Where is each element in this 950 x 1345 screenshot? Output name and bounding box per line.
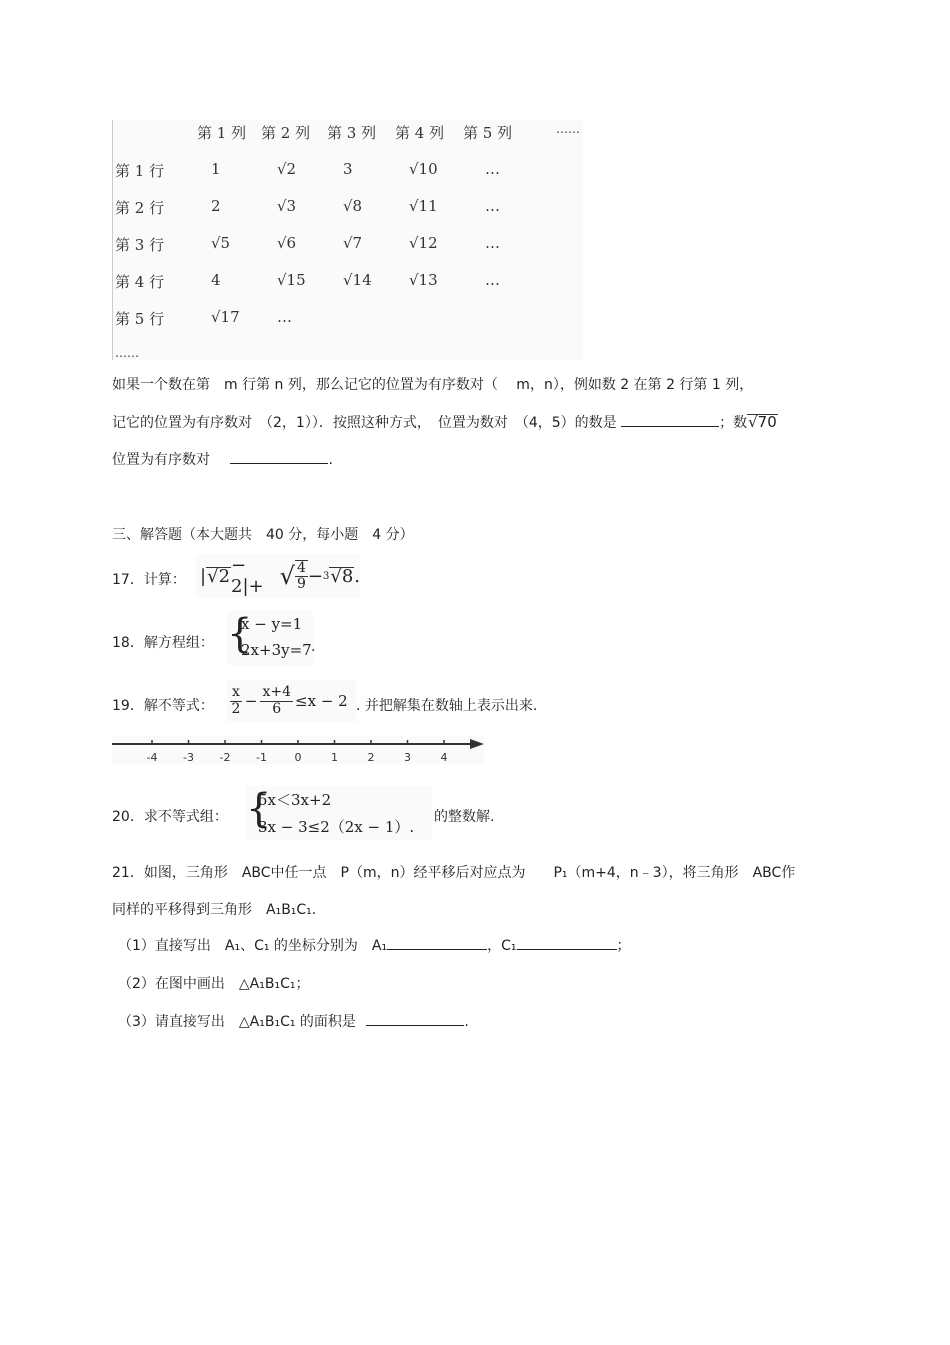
column-header: 第 3 列 [327,124,377,142]
tick-label: 1 [331,751,338,764]
arrow-icon [470,739,484,749]
q21-line1: 21．如图，三角形 ABC中任一点 P（m，n）经平移后对应点为 P₁（m+4，n﹣3），将三角形 ABC作 [112,865,796,881]
table-cell: … [485,197,500,215]
q19-label: 19．解不等式： [112,698,214,714]
table-cell: √10 [409,160,438,178]
para-line3 [112,449,333,469]
number-line-svg [112,736,484,764]
answer-blank-area[interactable] [366,1011,464,1026]
header-dots: …… [556,122,580,136]
q21-part3 [118,1011,469,1031]
table-cell: √3 [277,197,297,215]
q19-minus: − [244,692,258,710]
sqrt-70: √70 [748,413,777,431]
q19-frac2-num: x+4 [262,684,292,701]
table-cell: √12 [409,234,438,252]
q19-tail: . 并把解集在数轴上表示出来. [356,698,538,714]
row-dots: …… [115,346,139,360]
q19-frac2-den: 6 [272,700,282,717]
q17-cbrt: √8 [330,565,354,587]
column-header: 第 5 列 [463,124,513,142]
q18-brace: { [227,611,253,657]
q17-abs-open: | [200,565,207,587]
q17-sqrt2: √2 [207,565,231,587]
q20-tail: 的整数解. [434,809,495,825]
table-cell: … [485,234,500,252]
table-cell: √7 [343,234,363,252]
tick-label: -4 [146,751,158,764]
table-cell: 4 [211,271,221,289]
q17-end: . [354,565,360,587]
q17-cube-index: 3 [322,570,330,582]
q17-part: − 2|+ [231,555,264,597]
para-line2-text: 记它的位置为有序数对 （2，1））．按照这种方式， 位置为数对 （4，5）的数是 [112,415,617,431]
tick-label: 2 [367,751,375,764]
column-header: 第 2 列 [261,124,311,142]
table-cell: √13 [409,271,438,289]
table-cell: √17 [211,308,240,326]
sqrt-70-arg: 70 [757,413,777,431]
column-header: 第 1 列 [197,124,247,142]
q18-eq1: x − y=1 [241,615,303,633]
table-cell: √11 [409,197,438,215]
q19-frac1-num: x [232,684,240,701]
row-label: 第 5 行 [115,310,165,328]
table-cell: … [485,271,500,289]
table-cell: 2 [211,197,221,215]
tick-label: -2 [219,751,231,764]
para-line3-tail: . [328,452,333,468]
q17-cbrt-arg: 8 [341,565,354,587]
q21-part2: （2）在图中画出 △A₁B₁C₁； [118,976,310,992]
tick-label: 0 [294,751,302,764]
q19-inequality [227,680,356,722]
q20-eq1: 5x＜3x+2 [258,791,332,809]
q17-label: 17．计算： [112,572,186,588]
q20-brace: { [246,786,272,832]
q21-part3-text: （3）请直接写出 △A₁B₁C₁ 的面积是 [118,1014,356,1030]
table-cell: √5 [211,234,231,252]
table-cell: √14 [343,271,372,289]
answer-blank-a1[interactable] [387,935,487,950]
q20-label: 20．求不等式组： [112,809,228,825]
tick-label: -1 [256,751,267,764]
q21-line2: 同样的平移得到三角形 A₁B₁C₁. [112,902,317,918]
tick-label: 4 [440,751,448,764]
answer-blank-1[interactable] [621,412,719,427]
q21-part1-text: （1）直接写出 A₁、C₁ 的坐标分别为 A₁ [118,938,388,954]
section-heading: 三、解答题（本大题共 40 分，每小题 4 分） [112,527,414,543]
q21-part1-end: ； [616,938,631,954]
row-label: 第 4 行 [115,273,165,291]
table-cell: √15 [277,271,306,289]
answer-blank-c1[interactable] [517,935,617,950]
q18-label: 18．解方程组： [112,635,214,651]
table-cell: … [277,308,292,326]
q17-sqrt-frac: √ [279,562,295,590]
number-table [112,120,583,360]
row-label: 第 2 行 [115,199,165,217]
q17-expression [196,554,360,598]
q19-frac1-den: 2 [231,700,241,717]
tick-label: 3 [404,751,411,764]
q17-frac-den: 9 [296,576,306,592]
q21-part1-mid: ，C₁ [487,938,517,954]
q20-eq2: 3x − 3≤2（2x − 1）. [258,818,415,836]
answer-blank-2[interactable] [230,449,328,464]
q17-sqrt2-arg: 2 [218,565,231,587]
q18-eq2: 2x+3y=7 [241,641,312,659]
para-line1: 如果一个数在第 m 行第 n 列，那么记它的位置为有序数对（ m，n），例如数 2 在第 2 行第 1 列， [112,377,754,393]
table-cell: √6 [277,234,297,252]
tick-label: -3 [183,751,194,764]
table-cell: 3 [343,160,353,178]
q21-part3-end: . [464,1014,469,1030]
table-cell: … [485,160,500,178]
para-line3-text: 位置为有序数对 [112,452,210,468]
row-label: 第 1 行 [115,162,165,180]
q17-minus: − [307,565,323,587]
para-line2 [112,412,778,432]
table-cell: √8 [343,197,363,215]
q17-frac-num: 4 [296,559,306,576]
q21-part1 [118,935,631,955]
q18-end: . [311,639,316,655]
q17-frac [295,560,308,593]
q19-frac2 [260,685,293,717]
table-cell: 1 [211,160,221,178]
q18-system [227,611,316,665]
row-label: 第 3 行 [115,236,165,254]
q19-rhs: ≤x − 2 [295,692,348,710]
column-header: 第 4 列 [395,124,445,142]
q19-frac1 [230,685,242,717]
number-line [112,736,484,764]
table-cell: √2 [277,160,297,178]
q20-system [246,786,432,840]
para-line2-tail: ；数 [719,415,748,431]
